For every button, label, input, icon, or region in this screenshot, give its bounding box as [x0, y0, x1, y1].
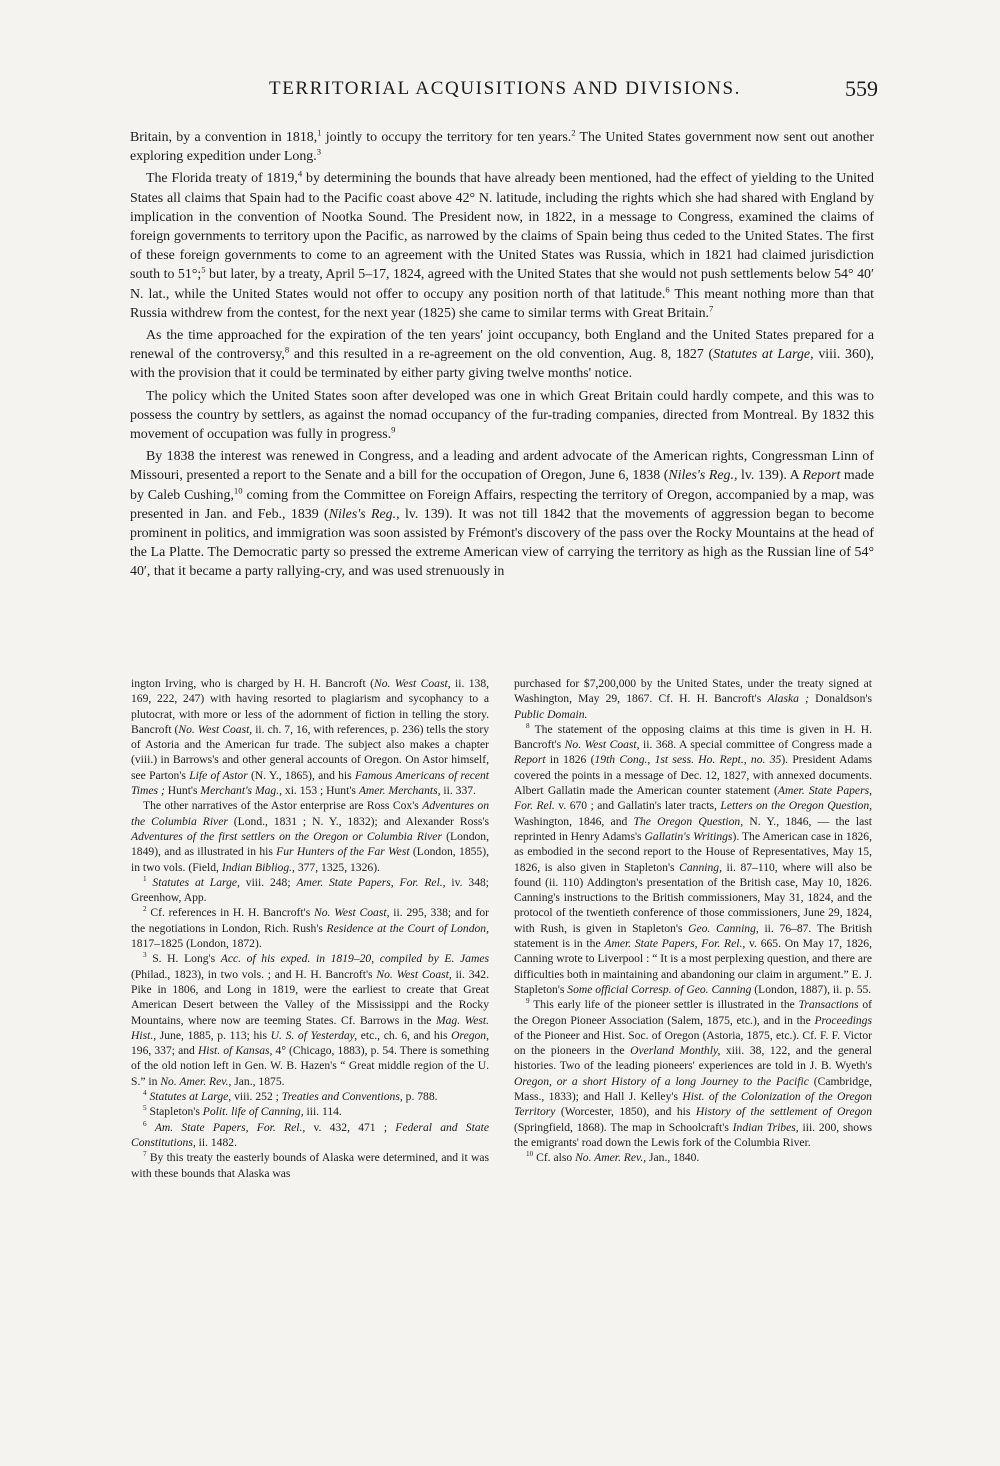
italic-citation: No. West Coast, [178, 722, 253, 736]
text-run: ii. 76–87. The British statement is in the [514, 921, 872, 951]
italic-citation: Amer. State Papers, For. Rel. [514, 784, 872, 813]
italic-citation: Statutes at Large, [149, 1090, 232, 1104]
text-run: of the Pioneer and Hist. Soc. of Oregon (Astoria, 1875, etc.). Cf. F. F. Victor on the pioneers in the [514, 1028, 872, 1058]
text-run: ii. 337. [440, 784, 476, 798]
text-run: June, 1885, p. 113; his [156, 1028, 271, 1042]
italic-citation: Adventures on the Columbia River [131, 799, 490, 828]
italic-citation: Famous Americans of recent Times ; [131, 768, 490, 798]
text-run: of the Oregon Pioneer Association (Salem, 1875, etc.), and in the [514, 998, 872, 1027]
text-run: (London, 1887), ii. p. 55. [751, 982, 872, 996]
footnote-marker: 4 [297, 168, 303, 179]
footnote [131, 1104, 489, 1119]
footnote [131, 875, 489, 906]
text-run: The United States government now sent out another exploring expedition under Long. [130, 130, 874, 165]
italic-citation: Hist. of the Colonization of the Oregon Territory [514, 1090, 872, 1119]
text-run: This early life of the pioneer settler is illustrated in the [529, 998, 799, 1012]
text-run: p. 788. [402, 1090, 438, 1104]
footnote-marker: 1 [317, 127, 322, 138]
italic-citation: Letters on the Oregon Question, [720, 799, 873, 813]
text-run: Hunt's [164, 784, 201, 798]
text-run: ii. 342. Pike in 1806, and Long in 1819, were the earliest to create that Great American Desert between the Valley of the Mississippi and the Rocky Mountains, where now are teeming States. Cf. Barrows in the [131, 967, 489, 1027]
italic-citation: Statutes at Large, [152, 875, 240, 889]
italic-citation: No. Amer. Rev., [575, 1151, 647, 1165]
text-run: ington Irving, who is charged by H. H. Bancroft ( [131, 677, 374, 690]
text-run: Cf. also [533, 1151, 576, 1165]
text-run: Stapleton's [146, 1105, 203, 1119]
italic-citation: Am. State Papers, For. Rel., [154, 1120, 306, 1134]
text-run: v. 665. On May 17, 1826, Canning wrote to Liverpool : “ It is a most perplexing question, and there are difficulties both in maintaining and abandoning our claim in argument.” E. J. Stapleton's [514, 937, 873, 996]
italic-citation: Acc. of his exped. in 1819–20, compiled by E. James [220, 952, 489, 966]
text-run: viii. 360), with the provision that it could be terminated by either party giving twelve months' notice. [130, 347, 874, 382]
italic-citation: Amer. State Papers, For. Rel., [296, 875, 446, 889]
footnote-marker: 8 [526, 722, 530, 731]
text-run: (Philad., 1823), in two vols. ; and H. H. Bancroft's [131, 967, 377, 981]
italic-citation: Treaties and Conventions, [281, 1090, 403, 1104]
text-run: jointly to occupy the territory for ten years. [321, 130, 572, 145]
text-run: By 1838 the interest was renewed in Congress, and a leading and ardent advocate of the American rights, Congressman Linn of Missouri, presented a report to the Senate and a bill for the occupation of Oregon, June 6, 1838 ( [130, 449, 874, 484]
footnote [514, 1150, 872, 1165]
footnote-marker: 10 [233, 485, 243, 496]
text-run: xiii. 38, 122, and the general histories. Two of the leading pioneers' experiences are told in J. B. Wyeth's [514, 1044, 872, 1073]
footnote-marker: 1 [143, 875, 147, 883]
text-run: (Springfield, 1868). The map in Schoolcraft's [514, 1120, 733, 1134]
italic-citation: Proceedings [814, 1013, 872, 1027]
italic-citation: Oregon, or a short History of a long Journey to the Pacific [514, 1074, 809, 1088]
text-run: ). President Adams covered the points in a message of Dec. 12, 1827, with annexed documents. Albert Gallatin made the American counter statement ( [514, 753, 872, 798]
text-run: lv. 139). A [737, 468, 803, 484]
text-run: but later, by a treaty, April 5–17, 1824, agreed with the United States that she would not push settlements below 54° 40′ N. lat., while the United States would not offer to occupy any position north of that latitude. [130, 267, 874, 302]
text-run: etc., ch. 6, and his [357, 1028, 452, 1042]
text-run: This meant nothing more than that Russia withdrew from the contest, for the next year (1825) she came to similar terms with Great Britain. [130, 286, 875, 321]
italic-citation: Residence at the Court of London, [326, 921, 490, 935]
italic-citation: Alaska ; [767, 692, 809, 706]
text-run: iv. 348; Greenhow, App. [131, 875, 490, 905]
italic-citation: Indian Bibliog., [221, 860, 295, 874]
italic-citation: Amer. Merchants, [358, 784, 441, 798]
italic-citation: No. West Coast, [374, 677, 451, 690]
text-run: (Cambridge, Mass., 1833); and Hall J. Kelley's [514, 1074, 872, 1104]
text-run: (Lond., 1831 ; N. Y., 1832); and Alexander Ross's [227, 814, 489, 828]
text-run: 377, 1325, 1326). [294, 860, 380, 874]
text-run [147, 1121, 155, 1134]
footnote [131, 951, 489, 1089]
footnote-marker: 3 [143, 951, 147, 960]
text-run: As the time approached for the expiration of the ten years' joint occupancy, both England and the United States prepared for a renewal of the controversy, [130, 328, 874, 363]
italic-citation: Polit. life of Canning, [202, 1105, 304, 1119]
footnote-marker: 9 [391, 424, 396, 435]
text-run: v. 670 ; and Gallatin's later tracts, [554, 799, 721, 813]
text-run: ii. ch. 7, 16, with references, p. 236) tells the story of Astoria and the American fur trade. The subject also makes a chapter (viii.) in Barrows's and other general accounts of Oregon. On Astor himself, see Parton's [131, 722, 490, 782]
text-run: in 1826 ( [545, 753, 595, 767]
text-run: N. Y., 1846, — the last reprinted in Henry Adams's [514, 814, 872, 843]
text-run: coming from the Committee on Foreign Affairs, respecting the territory of Oregon, accompanied by a map, was presented in Jan. and Feb., 1839 ( [130, 487, 874, 522]
italic-citation: Public Domain. [514, 707, 588, 721]
text-run: (London, 1855), in two vols. (Field, [131, 845, 489, 874]
italic-citation: No. West Coast, [314, 906, 390, 920]
text-run: v. 432, 471 ; [305, 1120, 396, 1134]
text-run: S. H. Long's [146, 952, 221, 966]
text-run: Jan., 1875. [231, 1074, 285, 1088]
italic-citation: Niles's Reg., [328, 506, 400, 522]
italic-citation: Gallatin's Writings [644, 829, 733, 843]
text-run: ii. 368. A special committee of Congress made a [639, 738, 873, 752]
text-run: 1817–1825 (London, 1872). [131, 937, 262, 951]
body-paragraph [130, 128, 874, 166]
main-text [130, 128, 874, 585]
italic-citation: Amer. State Papers, For. Rel., [604, 937, 746, 951]
footnote-marker: 10 [526, 1150, 534, 1159]
text-run: The statement of the opposing claims at this time is given in H. H. Bancroft's [514, 722, 872, 752]
body-paragraph [130, 447, 874, 581]
text-run: The Florida treaty of 1819, [146, 171, 298, 187]
text-run: By this treaty the easterly bounds of Alaska were determined, and it was with these bounds that Alaska was [131, 1151, 489, 1180]
italic-citation: Oregon, [451, 1028, 489, 1042]
text-run: (Worcester, 1850), and his [555, 1105, 696, 1119]
body-paragraph [130, 387, 874, 445]
italic-citation: No. Amer. Rev., [160, 1074, 232, 1088]
text-run: ii. 87–110, where will also be found (ii. 110) Addington's presentation of the British case, May 10, 1826. Canning's instructions to the British commissioners, May 31, 1824, and the protocol of the twentieth conference of those commissioners, June 29, 1824, with Rush, is given in Stapleton's [514, 860, 872, 935]
text-run: and this resulted in a re-agreement on the old convention, Aug. 8, 1827 ( [289, 347, 714, 363]
footnote [514, 997, 872, 1150]
running-head: TERRITORIAL ACQUISITIONS AND DIVISIONS. [269, 78, 741, 99]
italic-citation: Merchant's Mag., [200, 784, 283, 798]
italic-citation: Federal and State Constitutions, [131, 1120, 489, 1149]
footnotes-left-column [131, 676, 489, 1181]
text-run: Washington, 1846, and [514, 814, 634, 828]
footnote [131, 1150, 489, 1181]
text-run: iii. 200, shows the emigrants' road down the Lewis fork of the Columbia River. [514, 1120, 872, 1149]
italic-citation: Adventures of the first settlers on the Oregon or Columbia River [131, 829, 442, 843]
italic-citation: Life of Astor [189, 768, 248, 782]
text-run: The policy which the United States soon after developed was one in which Great Britain could hardly compete, and this was to possess the country by settlers, as against the nomad occupancy of the fur-trading companies, directed from Montreal. By 1832 this movement of occupation was fully in progress. [130, 388, 874, 443]
text-run: viii. 248; [239, 875, 297, 889]
footnote-marker: 2 [571, 127, 576, 138]
footnote [131, 798, 489, 874]
footnote-marker: 9 [526, 997, 530, 1006]
text-run: 4° (Chicago, 1883), p. 54. There is something of the old notion left in Gen. W. B. Hazen's “ Great middle region of the U. S.” in [131, 1044, 489, 1088]
body-paragraph [130, 326, 874, 384]
text-run: (N. Y., 1865), and his [247, 768, 355, 782]
italic-citation: 19th Cong., 1st sess. Ho. Rept., no. 35 [594, 753, 782, 767]
footnote-marker: 8 [284, 344, 290, 355]
footnote-marker: 5 [143, 1104, 147, 1113]
text-run: Britain, by a convention in 1818, [130, 130, 318, 145]
italic-citation: U. S. of Yesterday, [270, 1028, 358, 1042]
text-run: Cf. references in H. H. Bancroft's [146, 906, 315, 920]
footnote-marker: 5 [201, 264, 206, 275]
footnote-marker: 6 [143, 1119, 147, 1128]
italic-citation: No. West Coast, [376, 967, 452, 981]
italic-citation: Report [514, 753, 546, 767]
footnote-marker: 3 [316, 146, 322, 157]
text-run: Jan., 1840. [646, 1151, 700, 1165]
italic-citation: Some official Corresp. of Geo. Canning [567, 982, 752, 996]
body-paragraph [130, 169, 874, 323]
italic-citation: Report [802, 468, 841, 484]
italic-citation: Mag. West. Hist., [131, 1013, 489, 1042]
footnotes-right-column [514, 676, 872, 1166]
footnote [131, 676, 489, 798]
italic-citation: Niles's Reg., [668, 468, 738, 484]
footnote [514, 722, 872, 997]
footnote [131, 905, 489, 951]
italic-citation: Geo. Canning, [688, 921, 759, 935]
text-run: by determining the bounds that have already been mentioned, had the effect of yielding to the United States all claims that Spain had to the Pacific coast above 42° N. latitude, including the rights which she had shared with England by implication in the convention of Nootka Sound. The President now, in 1822, in a message to Congress, examined the claims of foreign governments to territory upon the Pacific, as narrowed by the claims of Spain being thus ceded to the United States. The first of these foreign governments to come to an agreement with the United States was Russia, which in 1821 had claimed jurisdiction south to 51°; [130, 171, 874, 283]
text-run: (London, 1849), and as illustrated in his [131, 829, 489, 859]
footnote-marker: 4 [143, 1089, 147, 1098]
italic-citation: No. West Coast, [564, 738, 640, 752]
italic-citation: Canning, [679, 860, 722, 874]
footnote [131, 1120, 489, 1151]
italic-citation: Transactions [798, 998, 859, 1012]
text-run: ). The American case in 1826, as embodied in the second report to the House of Representatives, May 15, 1826, is also given in Stapleton's [514, 829, 872, 874]
text-run: viii. 252 ; [231, 1090, 282, 1104]
footnote-marker: 7 [709, 303, 714, 314]
footnote-marker: 6 [665, 284, 670, 294]
text-run: 196, 337; and [131, 1044, 198, 1058]
page-number: 559 [845, 76, 878, 101]
text-run: The other narratives of the Astor enterprise are Ross Cox's [143, 799, 423, 813]
footnote [131, 1089, 489, 1104]
italic-citation: Statutes at Large, [713, 347, 814, 363]
text-run: iii. 114. [303, 1105, 342, 1119]
text-run: ii. 138, 169, 222, 247) with having resorted to plagiarism and sycophancy to a plutocrat, with more or less of the adornment of fiction in telling the story. Bancroft ( [131, 677, 490, 736]
italic-citation: The Oregon Question, [633, 814, 744, 828]
footnote-marker: 2 [143, 905, 147, 914]
text-run: made by Caleb Cushing, [130, 468, 874, 503]
italic-citation: Hist. of Kansas, [197, 1044, 273, 1058]
text-run: lv. 139). It was not till 1842 that the movements of aggression began to become prominent in politics, and immigration was soon assisted by Frémont's discovery of the pass over the Rocky Mountains at the head of the La Platte. The Democratic party so pressed the extreme American view of carrying the territory as high as the Russian line of 54° 40′, that it became a party rallying-cry, and was used strenuously in [130, 506, 874, 580]
italic-citation: History of the settlement of Oregon [695, 1105, 872, 1119]
page-header [130, 78, 878, 112]
text-run: purchased for $7,200,000 by the United States, under the treaty signed at Washington, May 29, 1867. Cf. H. H. Bancroft's [514, 677, 872, 706]
text-run: ii. 1482. [195, 1135, 237, 1149]
footnote-marker: 7 [143, 1150, 147, 1159]
text-run: Donaldson's [808, 692, 872, 706]
italic-citation: Fur Hunters of the Far West [276, 845, 410, 859]
text-run: ii. 295, 338; and for the negotiations in London, Rich. Rush's [131, 906, 490, 935]
footnote [514, 676, 872, 722]
text-run: xi. 153 ; Hunt's [282, 784, 359, 798]
italic-citation: Indian Tribes, [732, 1120, 799, 1134]
italic-citation: Overland Monthly, [630, 1044, 721, 1058]
